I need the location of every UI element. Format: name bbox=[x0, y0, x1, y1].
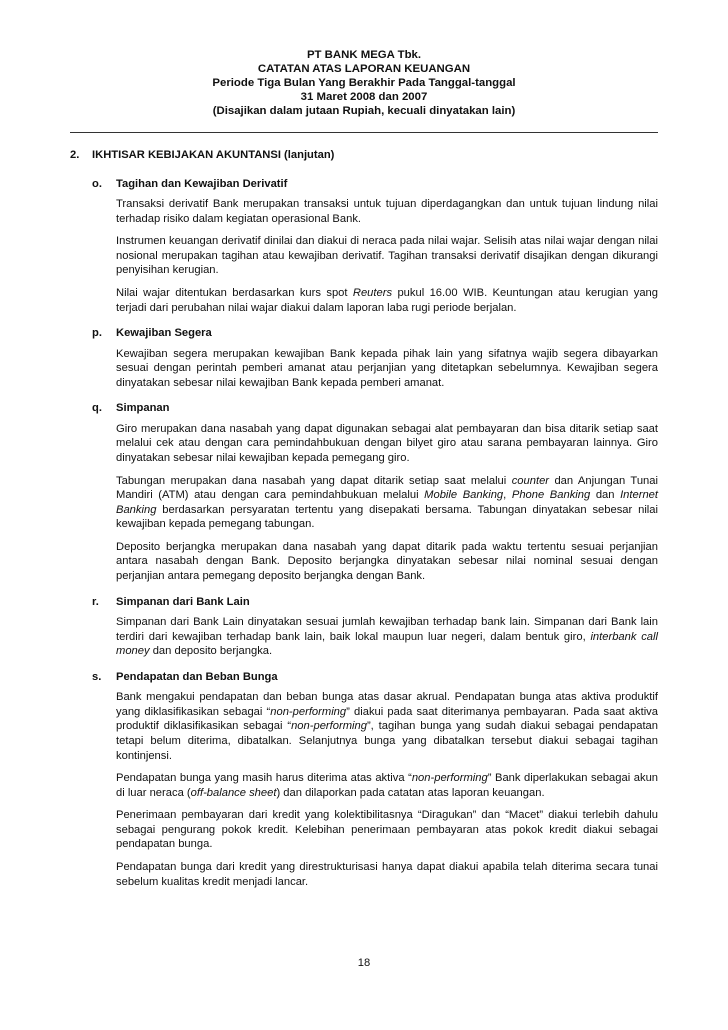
header-divider bbox=[70, 132, 658, 133]
subsection-p bbox=[92, 326, 658, 390]
subsection-r bbox=[92, 595, 658, 659]
report-period: Periode Tiga Bulan Yang Berakhir Pada Tanggal-tanggal bbox=[212, 77, 516, 89]
subsection-letter: o. bbox=[92, 177, 102, 190]
subsection-heading bbox=[92, 177, 658, 192]
section-number: 2. bbox=[70, 149, 80, 161]
report-title: CATATAN ATAS LAPORAN KEUANGAN bbox=[257, 63, 471, 75]
subsection-title: Simpanan dari Bank Lain bbox=[116, 595, 250, 608]
subsection-heading bbox=[92, 401, 658, 416]
paragraph: Tabungan merupakan dana nasabah yang dapat ditarik setiap saat melalui counter dan Anjungan Tunai Mandiri (ATM) atau dengan cara pemindahbukuan melalui Mobile Banking, Phone Banking dan Internet Banking berdasarkan persyaratan tertentu yang disepakati bersama. Tabungan dinyatakan sebesar nilai kewajiban kepada pemegang tabungan. bbox=[116, 474, 659, 531]
subsection-title: Tagihan dan Kewajiban Derivatif bbox=[116, 177, 288, 190]
report-dates: 31 Maret 2008 dan 2007 bbox=[300, 91, 428, 103]
paragraph: Simpanan dari Bank Lain dinyatakan sesuai jumlah kewajiban terhadap bank lain. Simpanan dari Bank lain terdiri dari kewajiban terhadap bank lain, baik lokal maupun luar negeri, dalam bentuk giro, interbank call money dan deposito berjangka. bbox=[116, 616, 658, 658]
subsection-title: Kewajiban Segera bbox=[116, 327, 212, 340]
report-currency-note: (Disajikan dalam jutaan Rupiah, kecuali dinyatakan lain) bbox=[212, 105, 516, 117]
subsection-o bbox=[92, 177, 658, 316]
paragraph: Transaksi derivatif Bank merupakan transaksi untuk tujuan diperdagangkan dan untuk tujuan lindung nilai terhadap risiko dalam kegiatan operasional Bank. bbox=[116, 198, 658, 225]
subsection-letter: q. bbox=[92, 402, 102, 415]
subsection-letter: s. bbox=[92, 670, 102, 683]
page-number: 18 bbox=[357, 957, 371, 969]
section-title: IKHTISAR KEBIJAKAN AKUNTANSI (lanjutan) bbox=[92, 149, 335, 161]
paragraph: Kewajiban segera merupakan kewajiban Bank kepada pihak lain yang sifatnya wajib segera dibayarkan sesuai dengan perintah pemberi amanat atau perjanjian yang ditetapkan sebelumnya. Kewajiban segera dinyatakan sebesar nilai kewajiban Bank kepada pemberi amanat. bbox=[116, 347, 658, 389]
subsection-s bbox=[92, 670, 658, 889]
section-heading bbox=[70, 148, 658, 163]
paragraph: Bank mengakui pendapatan dan beban bunga atas dasar akrual. Pendapatan bunga atas aktiva produktif yang diklasifikasikan sebagai “non-performing” diakui pada saat diterimanya pembayaran. Pada saat aktiva produktif diklasifikasikan sebagai “non-performing”, tagihan bunga yang sudah diakui sebagai pendapatan tetapi belum diterima, dibatalkan. Selanjutnya bunga yang dibatalkan tersebut diakui sebagai tagihan kontinjensi. bbox=[116, 691, 659, 762]
company-name: PT BANK MEGA Tbk. bbox=[306, 49, 422, 61]
paragraph: Giro merupakan dana nasabah yang dapat digunakan sebagai alat pembayaran dan bisa ditarik setiap saat melalui cek atau dengan cara pemindahbukuan dengan bilyet giro atau sarana pembayaran lainnya. Giro dinyatakan sebesar nilai kewajiban kepada pemegang giro. bbox=[116, 422, 658, 464]
report-header bbox=[0, 48, 728, 118]
subsection-q bbox=[92, 401, 658, 583]
subsection-heading bbox=[92, 595, 658, 610]
subsection-letter: r. bbox=[92, 595, 99, 608]
subsection-heading bbox=[92, 670, 658, 685]
paragraph: Instrumen keuangan derivatif dinilai dan diakui di neraca pada nilai wajar. Selisih atas nilai wajar dengan nilai nosional merupakan tagihan atau kewajiban derivatif. Tagihan transaksi derivatif disajikan dengan dikurangi penyisihan kerugian. bbox=[116, 235, 658, 277]
subsection-heading bbox=[92, 326, 658, 341]
subsection-title: Pendapatan dan Beban Bunga bbox=[116, 670, 278, 683]
subsection-title: Simpanan bbox=[116, 402, 170, 415]
subsection-letter: p. bbox=[92, 327, 102, 340]
paragraph: Pendapatan bunga dari kredit yang direstrukturisasi hanya dapat diakui apabila telah diterima secara tunai sebelum kualitas kredit menjadi lancar. bbox=[116, 860, 658, 888]
paragraph: Deposito berjangka merupakan dana nasabah yang dapat ditarik pada waktu tertentu sesuai perjanjian antara nasabah dengan Bank. Deposito berjangka dinyatakan sebesar nilai nominal sesuai dengan perjanjian antara pemegang deposito berjangka dengan Bank. bbox=[116, 540, 658, 582]
paragraph: Penerimaan pembayaran dari kredit yang kolektibilitasnya “Diragukan” dan “Macet” diakui terlebih dahulu sebagai pengurang pokok kredit. Kelebihan penerimaan pembayaran atas pokok kredit diakui sebagai pendapatan bunga. bbox=[116, 809, 658, 851]
paragraph: Nilai wajar ditentukan berdasarkan kurs spot Reuters pukul 16.00 WIB. Keuntungan atau kerugian yang terjadi dari perubahan nilai wajar diakui dalam laporan laba rugi periode berjalan. bbox=[116, 286, 658, 314]
document-body bbox=[70, 148, 658, 900]
paragraph: Pendapatan bunga yang masih harus diterima atas aktiva “non-performing” Bank diperlakukan sebagai akun di luar neraca (off-balance sheet) dan dilaporkan pada catatan atas laporan keuangan. bbox=[116, 772, 659, 799]
